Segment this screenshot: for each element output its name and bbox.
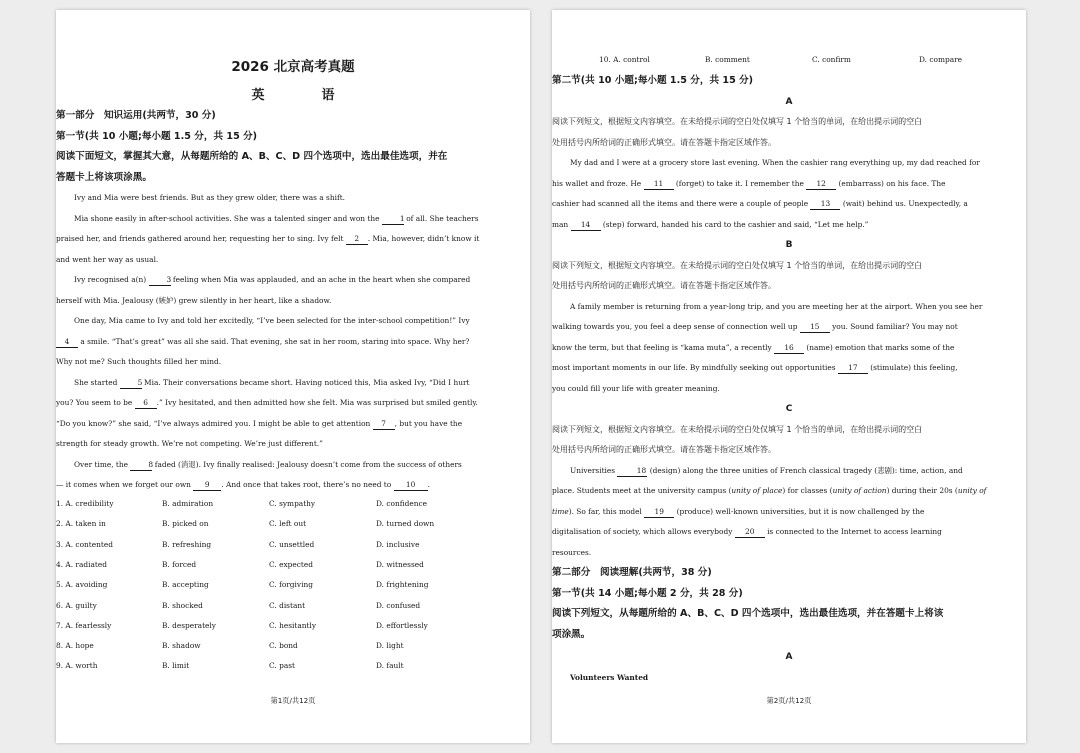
passage-paragraph: One day, Mia came to Ivy and told her excitedly, “I’ve been selected for the inter-school competition!” Ivy — [74, 316, 470, 325]
passage-paragraph: Ivy and Mia were best friends. But as they grew older, there was a shift. — [74, 193, 346, 202]
passage-letter-a: A — [785, 96, 793, 107]
option-c: C. left out — [269, 519, 307, 529]
passage-paragraph: She started 5 Mia. Their conversations became short. Having noticed this, Mia asked Ivy, “Did I hurt — [74, 377, 470, 387]
passage-paragraph: A family member is returning from a year-long trip, and you are meeting her at the airport. When you see her — [570, 301, 983, 311]
option-d: D. confused — [376, 600, 421, 610]
section2-heading: 第二节(共 10 小题;每小题 1.5 分，共 15 分) — [552, 75, 754, 86]
option-b: B. picked on — [162, 519, 209, 529]
option-b: B. desperately — [162, 620, 216, 630]
reading-letter-a: A — [785, 652, 793, 662]
option-c: C. sympathy — [269, 499, 316, 508]
blank-6: 6 — [135, 397, 157, 409]
passage-paragraph: Ivy recognised a(n) 3 feeling when Mia was applauded, and an ache in the heart when she compared — [74, 275, 471, 284]
option-b: B. refreshing — [162, 539, 212, 549]
passage-line: cashier had scanned all the items and there were a couple of people 13 (wait) behind us. Unexpectedly, a — [552, 199, 968, 208]
option-a: 8. A. hope — [56, 641, 94, 651]
option-b: B. forced — [162, 559, 197, 569]
passage-line: time). So far, this model 19 (produce) well-known universities, but it is now challenged by the — [552, 506, 925, 516]
option-b: B. limit — [162, 661, 190, 671]
exam-page-1 — [56, 10, 530, 743]
option-d: D. frightening — [376, 580, 429, 590]
option-a: 6. A. guilty — [56, 600, 97, 610]
passage-line: strength for steady growth. We’re not competing. We’re just different.” — [56, 439, 323, 448]
passage-line: man 14 (step) forward, handed his card to the cashier and said, “Let me help.” — [552, 219, 869, 229]
option-a: 10. A. control — [599, 55, 650, 64]
passage-line: you? You seem to be 6 .” Ivy hesitated, and then admitted how she felt. Mia was surprised but smiled gently. — [56, 398, 478, 407]
blank-11: 11 — [644, 178, 674, 190]
passage-line: place. Students meet at the university campus (unity of place) for classes (unity of action) during their 20s (unity of — [552, 486, 987, 495]
passage-paragraph: My dad and I were at a grocery store last evening. When the cashier rang everything up, my dad reached for — [570, 158, 980, 167]
option-row-8 — [56, 636, 530, 656]
volunteers-heading: Volunteers Wanted — [570, 672, 649, 682]
option-a: 3. A. contented — [56, 539, 113, 549]
option-row-4 — [56, 555, 530, 575]
page-footer: 第2页/共12页 — [766, 696, 812, 705]
passage-line: you could fill your life with greater meaning. — [552, 383, 720, 393]
instruction-line: 阅读下列短文，根据短文内容填空。在未给提示词的空白处仅填写 1 个恰当的单词，在给出提示词的空白 — [552, 260, 923, 270]
passage-letter-b: B — [785, 240, 793, 250]
instruction-line: 阅读下列短文，根据短文内容填空。在未给提示词的空白处仅填写 1 个恰当的单词，在给出提示词的空白 — [552, 424, 923, 434]
option-d: D. light — [376, 641, 404, 651]
option-c: C. confirm — [812, 55, 851, 64]
passage-line: his wallet and froze. He 11 (forget) to take it. I remember the 12 (embarrass) on his face. The — [552, 178, 946, 188]
option-a: 5. A. avoiding — [56, 580, 108, 590]
option-a: 2. A. taken in — [56, 519, 106, 529]
option-a: 9. A. worth — [56, 661, 98, 671]
blank-10: 10 — [394, 479, 428, 491]
option-row-10 — [552, 50, 1026, 70]
blank-1: 1 — [382, 213, 404, 225]
section1-heading: 第一节(共 10 小题;每小题 1.5 分，共 15 分) — [56, 130, 258, 142]
option-d: D. turned down — [376, 519, 435, 529]
exam-title: 2026 北京高考真题 — [231, 59, 355, 75]
blank-9: 9 — [193, 479, 221, 491]
option-b: B. comment — [705, 55, 750, 64]
blank-7: 7 — [373, 418, 395, 430]
passage-line: Why not me? Such thoughts filled her mind. — [56, 357, 222, 366]
passage-line: — it comes when we forget our own 9 . And once that takes root, there’s no need to 10 . — [56, 480, 430, 489]
option-c: C. distant — [269, 600, 306, 610]
instruction-line: 阅读下列短文，从每题所给的 A、B、C、D 四个选项中，选出最佳选项，并在答题卡上将该 — [552, 608, 944, 619]
passage-line: know the term, but that feeling is “kama muta”, a recently 16 (name) emotion that marks some of the — [552, 342, 955, 352]
instruction-line-2: 答题卡上将该项涂黑。 — [56, 171, 152, 183]
passage-line: resources. — [552, 547, 592, 557]
option-row-9 — [56, 656, 530, 676]
blank-16: 16 — [774, 342, 804, 354]
passage-line: digitalisation of society, which allows everybody 20 is connected to the Internet to access learning — [552, 527, 942, 536]
blank-5: 5 — [120, 377, 142, 389]
right-text-block — [552, 71, 1026, 688]
blank-20: 20 — [735, 526, 765, 538]
part2-heading: 第二部分 阅读理解(共两节，38 分) — [552, 567, 712, 578]
option-row-6 — [56, 596, 530, 616]
option-row-3 — [56, 535, 530, 555]
exam-page-2 — [552, 10, 1026, 743]
option-row-5 — [56, 575, 530, 595]
option-c: C. hesitantly — [269, 620, 317, 630]
blank-13: 13 — [810, 198, 840, 210]
passage-line: walking towards you, you feel a deep sense of connection well up 15 you. Sound familiar? You may not — [552, 322, 958, 331]
passage-line: “Do you know?” she said, “I’ve always admired you. I might be able to get attention 7 , but you have the — [56, 418, 463, 428]
option-b: B. shocked — [162, 600, 203, 610]
instruction-line: 阅读下列短文，根据短文内容填空。在未给提示词的空白处仅填写 1 个恰当的单词，在给出提示词的空白 — [552, 117, 923, 126]
passage-paragraph: Universities 18 (design) along the three unities of French classical tragedy (悲剧): time, action, and — [570, 465, 963, 475]
option-a: 1. A. credibility — [56, 499, 114, 508]
blank-3: 3 — [149, 274, 171, 286]
blank-18: 18 — [617, 465, 647, 477]
option-a: 7. A. fearlessly — [56, 620, 112, 630]
passage-line: 4 a smile. “That’s great” was all she said. That evening, she sat in her room, staring into space. Why her? — [56, 332, 530, 353]
page-footer: 第1页/共12页 — [270, 696, 316, 705]
passage-line: herself with Mia. Jealousy (嫉妒) grew silently in her heart, like a shadow. — [56, 295, 332, 305]
passage-paragraph: Over time, the 8 faded (消退). Ivy finally realised: Jealousy doesn’t come from the success of others — [74, 459, 462, 469]
instruction-line: 项涂黑。 — [552, 628, 591, 640]
blank-19: 19 — [644, 506, 674, 518]
option-c: C. bond — [269, 641, 298, 651]
blank-2: 2 — [346, 233, 368, 245]
passage-letter-c: C — [785, 404, 793, 414]
option-c: C. expected — [269, 559, 313, 569]
option-d: D. confidence — [376, 499, 428, 508]
option-b: B. admiration — [162, 499, 214, 508]
blank-4: 4 — [56, 336, 78, 348]
passage-line: praised her, and friends gathered around her, requesting her to sing. Ivy felt 2 . Mia, however, didn’t know it — [56, 234, 480, 243]
blank-12: 12 — [806, 178, 836, 190]
blank-8: 8 — [130, 459, 152, 471]
option-c: C. past — [269, 661, 295, 671]
subject-title: 英 语 — [251, 88, 357, 103]
option-c: C. unsettled — [269, 539, 315, 549]
instruction-line: 处用括号内所给词的正确形式填空。请在答题卡指定区域作答。 — [552, 281, 776, 290]
option-d: D. compare — [919, 55, 963, 64]
option-b: B. accepting — [162, 580, 209, 590]
blank-14: 14 — [571, 219, 601, 231]
part1-heading: 第一部分 知识运用(共两节，30 分) — [56, 110, 216, 121]
left-text-block — [56, 106, 530, 496]
option-d: D. effortlessly — [376, 620, 428, 630]
option-d: D. witnessed — [376, 559, 424, 569]
option-a: 4. A. radiated — [56, 559, 107, 569]
option-d: D. fault — [376, 661, 404, 671]
instruction-line: 处用括号内所给词的正确形式填空。请在答题卡指定区域作答。 — [552, 445, 776, 454]
blank-17: 17 — [838, 362, 868, 374]
option-c: C. forgiving — [269, 580, 313, 590]
instruction-line-1: 阅读下面短文，掌握其大意，从每题所给的 A、B、C、D 四个选项中，选出最佳选项，并在 — [56, 151, 448, 162]
option-d: D. inclusive — [376, 539, 420, 549]
reading-section-heading: 第一节(共 14 小题;每小题 2 分，共 28 分) — [552, 587, 743, 599]
blank-15: 15 — [800, 321, 830, 333]
instruction-line: 处用括号内所给词的正确形式填空。请在答题卡指定区域作答。 — [552, 137, 776, 147]
option-b: B. shadow — [162, 641, 201, 651]
passage-paragraph: Mia shone easily in after-school activities. She was a talented singer and won the 1 of all. She teachers — [74, 213, 479, 223]
passage-line: and went her way as usual. — [56, 254, 159, 264]
passage-line: most important moments in our life. By mindfully seeking out opportunities 17 (stimulate) this feeling, — [552, 363, 958, 372]
option-row-1 — [56, 494, 530, 514]
option-row-2 — [56, 514, 530, 534]
option-row-7 — [56, 616, 530, 636]
